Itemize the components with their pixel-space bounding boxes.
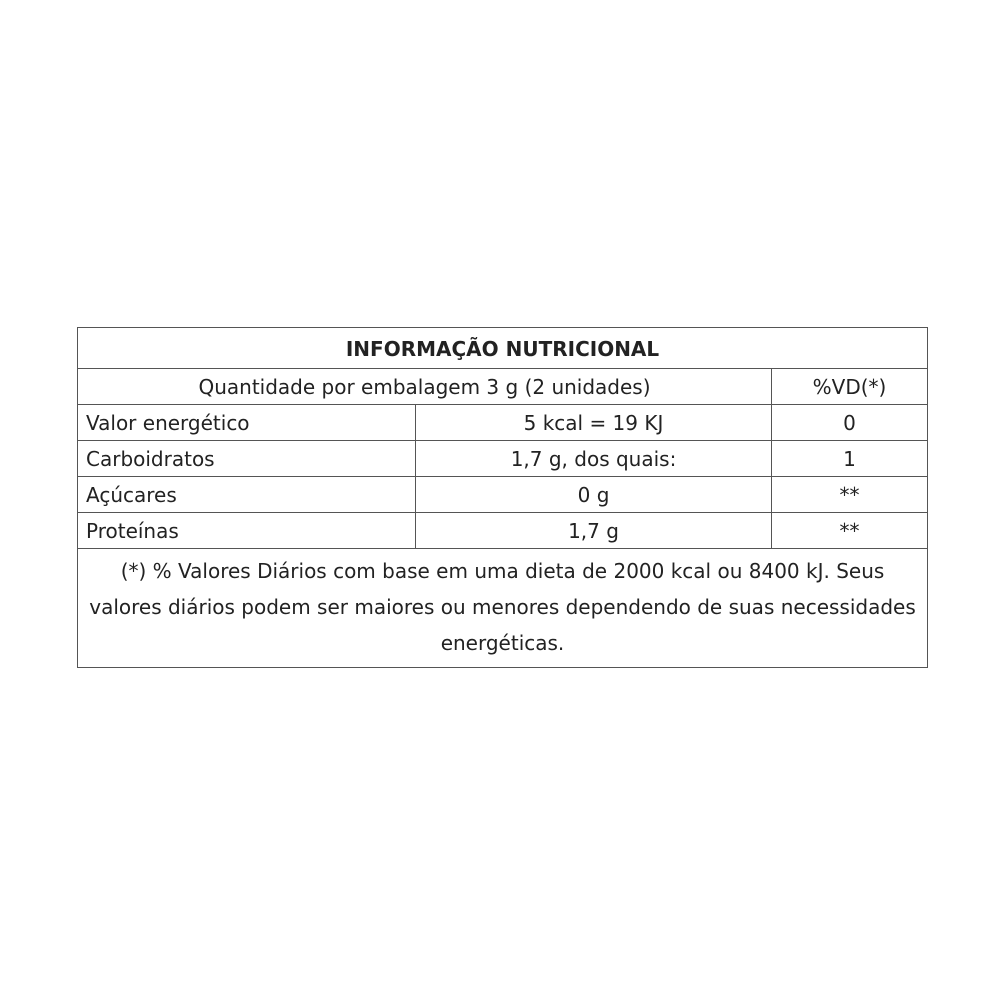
table-row [78, 405, 928, 441]
nutrient-daily-value: 0 [772, 405, 928, 441]
nutrient-daily-value: ** [772, 477, 928, 513]
table-row [78, 513, 928, 549]
footnote-row [78, 549, 928, 668]
table-title: INFORMAÇÃO NUTRICIONAL [78, 328, 928, 369]
table-title-row [78, 328, 928, 369]
daily-value-header: %VD(*) [772, 369, 928, 405]
nutrient-amount: 0 g [416, 477, 772, 513]
nutrient-name: Carboidratos [78, 441, 416, 477]
nutrient-amount: 5 kcal = 19 KJ [416, 405, 772, 441]
nutrient-name: Proteínas [78, 513, 416, 549]
nutrient-name: Valor energético [78, 405, 416, 441]
nutrient-daily-value: ** [772, 513, 928, 549]
nutrient-name: Açúcares [78, 477, 416, 513]
daily-value-footnote: (*) % Valores Diários com base em uma dieta de 2000 kcal ou 8400 kJ. Seus valores diários podem ser maiores ou menores dependendo de suas necessidades energéticas. [78, 549, 928, 668]
nutrient-amount: 1,7 g, dos quais: [416, 441, 772, 477]
serving-row [78, 369, 928, 405]
nutrition-facts-table [77, 327, 928, 668]
serving-size: Quantidade por embalagem 3 g (2 unidades) [78, 369, 772, 405]
table-row [78, 441, 928, 477]
nutrient-amount: 1,7 g [416, 513, 772, 549]
table-row [78, 477, 928, 513]
nutrient-daily-value: 1 [772, 441, 928, 477]
